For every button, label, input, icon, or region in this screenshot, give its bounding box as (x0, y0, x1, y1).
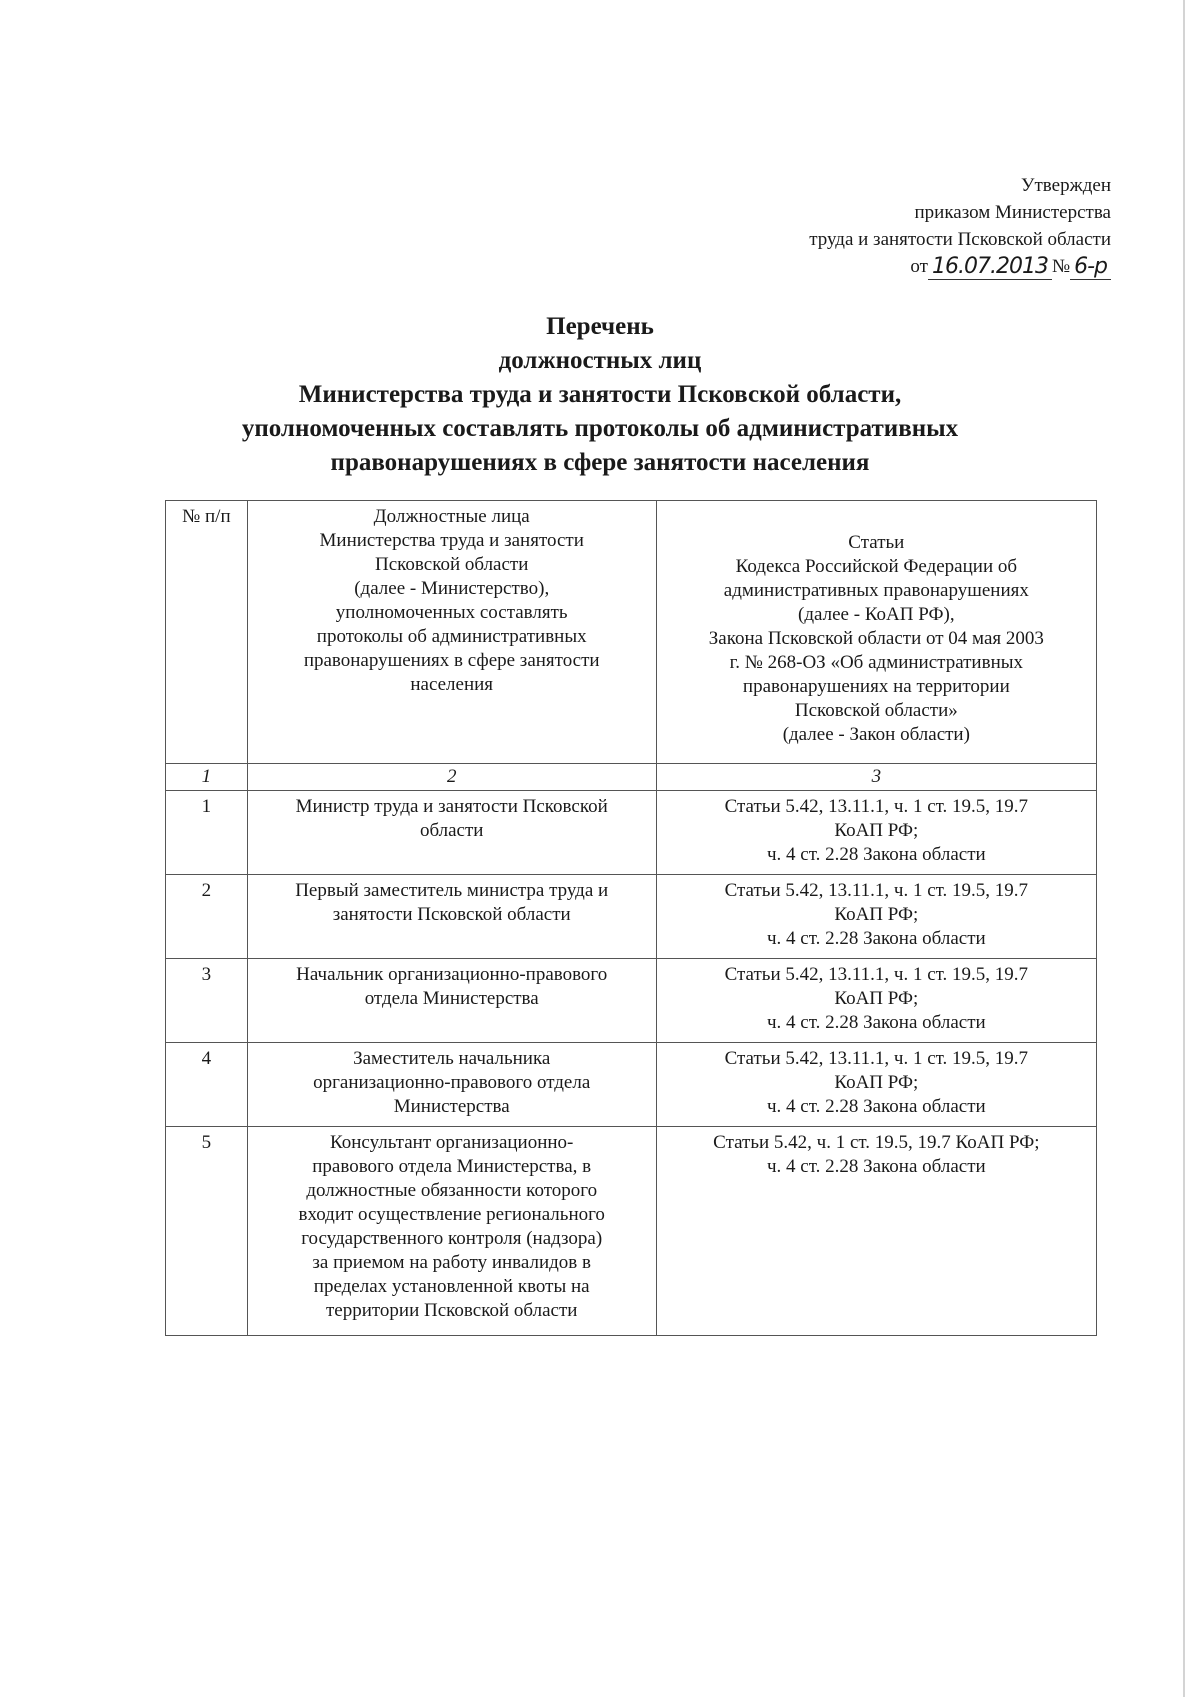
title-line-5: правонарушениях в сфере занятости населения (330, 449, 870, 476)
date-prefix: от (910, 256, 928, 277)
row-official: Первый заместитель министра труда и занятости Псковской области (247, 875, 656, 959)
approval-date-line (910, 253, 1111, 280)
row-official: Начальник организационно-правового отдела Министерства (247, 959, 656, 1043)
title-line-1: Перечень (546, 313, 654, 340)
row-official: Консультант организационно- правового отдела Министерства, в должностные обязанности которого входит осуществление регионального государственного контроля (надзора) за приемом на работу инвалидов в пределах установленной квоты на территории Псковской области (247, 1127, 656, 1336)
row-articles: Статьи 5.42, 13.11.1, ч. 1 ст. 19.5, 19.7 КоАП РФ; ч. 4 ст. 2.28 Закона области (656, 875, 1096, 959)
row-articles: Статьи 5.42, 13.11.1, ч. 1 ст. 19.5, 19.7 КоАП РФ; ч. 4 ст. 2.28 Закона области (656, 791, 1096, 875)
header-articles: Статьи Кодекса Российской Федерации об административных правонарушениях (далее - КоАП РФ), Закона Псковской области от 04 мая 2003 г. № 268-ОЗ «Об административных правонарушениях на территории Псковской области» (далее - Закон области) (656, 501, 1096, 764)
column-number-1: 1 (166, 764, 248, 791)
header-number: № п/п (166, 501, 248, 764)
approval-stamp (809, 172, 1111, 280)
row-number: 5 (166, 1127, 248, 1336)
approval-line-2: приказом Министерства (914, 202, 1111, 223)
number-prefix: № (1051, 256, 1071, 277)
row-number: 4 (166, 1043, 248, 1127)
header-officials: Должностные лица Министерства труда и занятости Псковской области (далее - Министерство), уполномоченных составлять протоколы об административных правонарушениях в сфере занятости населения (247, 501, 656, 764)
row-number: 2 (166, 875, 248, 959)
document-title (150, 310, 1050, 480)
table-row (166, 875, 1097, 959)
table-row (166, 791, 1097, 875)
column-number-3: 3 (656, 764, 1096, 791)
row-official: Заместитель начальника организационно-правового отдела Министерства (247, 1043, 656, 1127)
row-articles: Статьи 5.42, ч. 1 ст. 19.5, 19.7 КоАП РФ; ч. 4 ст. 2.28 Закона области (656, 1127, 1096, 1336)
column-number-2: 2 (247, 764, 656, 791)
row-official: Министр труда и занятости Псковской области (247, 791, 656, 875)
row-number: 1 (166, 791, 248, 875)
row-articles: Статьи 5.42, 13.11.1, ч. 1 ст. 19.5, 19.7 КоАП РФ; ч. 4 ст. 2.28 Закона области (656, 959, 1096, 1043)
approval-line-1: Утвержден (1021, 175, 1111, 196)
scan-edge-line (1183, 0, 1185, 1697)
table-row (166, 959, 1097, 1043)
handwritten-date: 16.07.2013 (928, 255, 1052, 280)
row-number: 3 (166, 959, 248, 1043)
row-articles: Статьи 5.42, 13.11.1, ч. 1 ст. 19.5, 19.7 КоАП РФ; ч. 4 ст. 2.28 Закона области (656, 1043, 1096, 1127)
officials-table (165, 500, 1097, 1336)
title-line-4: уполномоченных составлять протоколы об административных (241, 415, 959, 442)
table-header-row (166, 501, 1097, 764)
title-line-2: должностных лиц (498, 347, 702, 374)
table-row (166, 1127, 1097, 1336)
handwritten-number: 6-р (1070, 255, 1111, 280)
approval-line-3: труда и занятости Псковской области (809, 229, 1111, 250)
table-row (166, 1043, 1097, 1127)
column-numbers-row (166, 764, 1097, 791)
title-line-3: Министерства труда и занятости Псковской области, (298, 381, 902, 408)
